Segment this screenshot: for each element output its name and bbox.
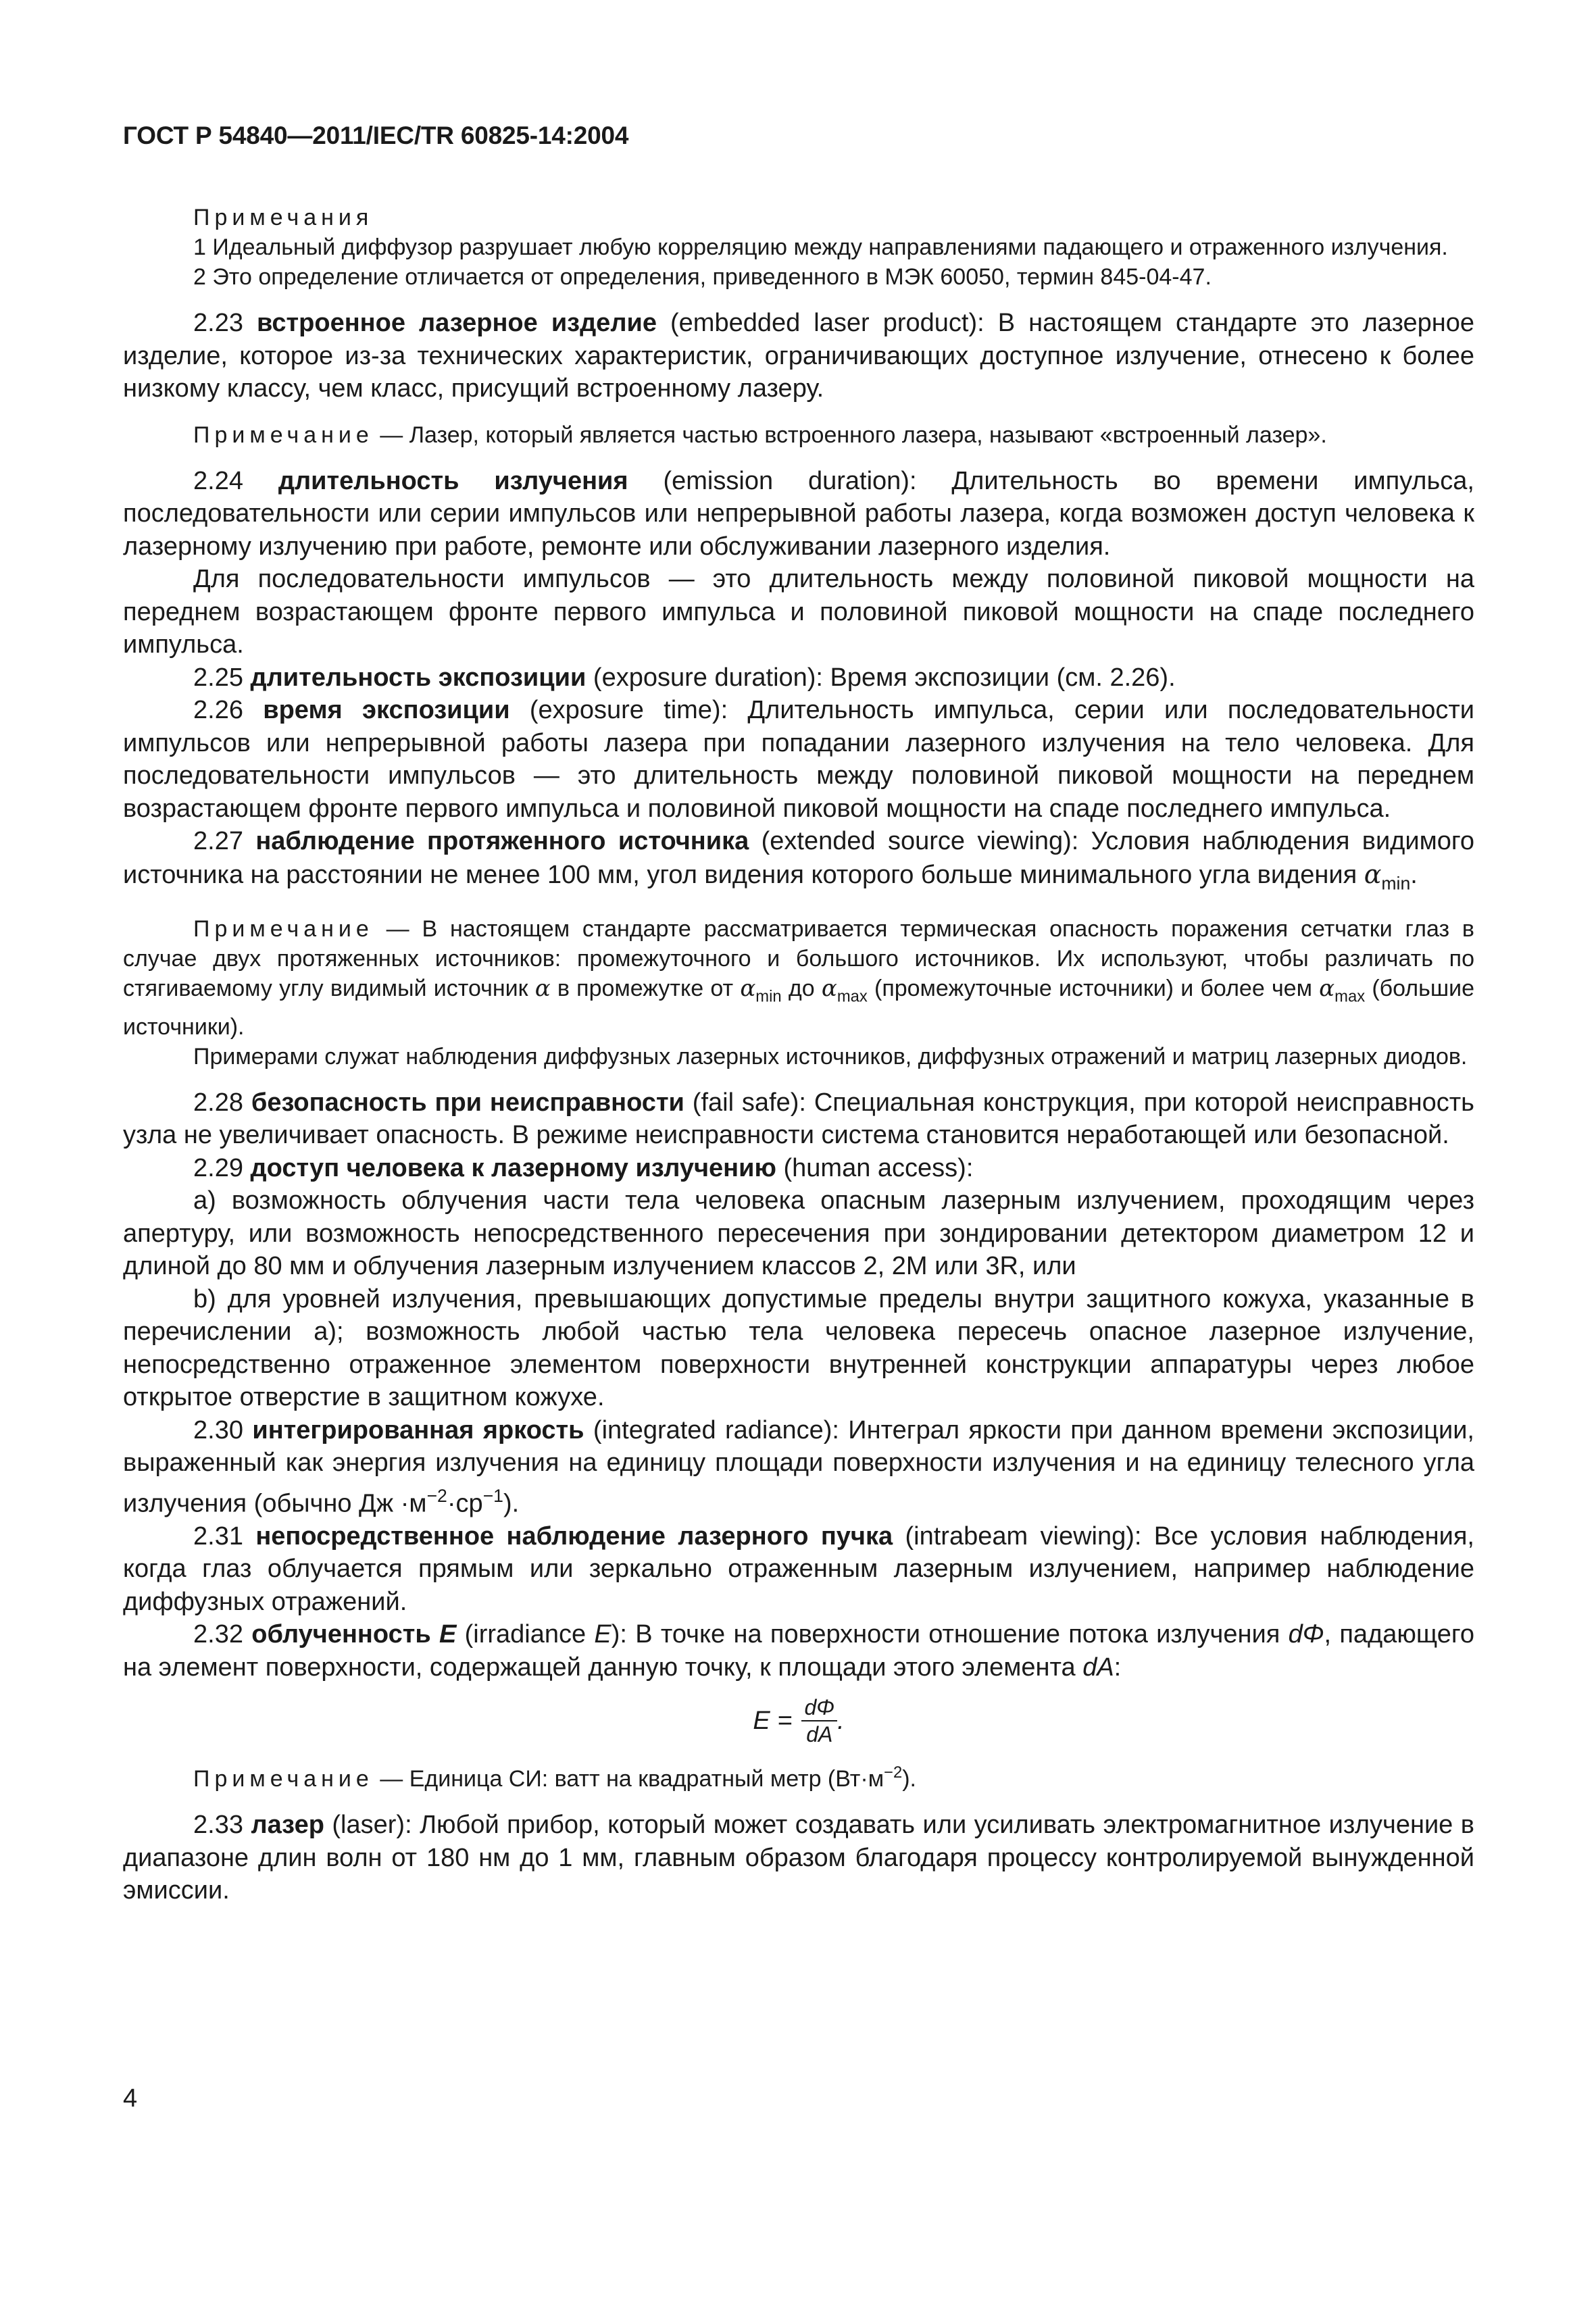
term-end: . <box>1410 860 1418 889</box>
formula-denominator: dA <box>806 1722 833 1747</box>
term-definition: (human access): <box>776 1153 974 1182</box>
term-2-29 <box>123 1152 1474 1185</box>
term-title: облученность <box>251 1620 439 1649</box>
variable-da: dA <box>1082 1653 1114 1682</box>
note-2-27-paragraph-2: Примерами служат наблюдения диффузных лазерных источников, диффузных отражений и матриц лазерных диодов. <box>193 1043 1468 1070</box>
note-label: Примечание <box>193 1766 374 1792</box>
term-number: 2.30 <box>193 1415 253 1444</box>
term-title: длительность экспозиции <box>250 663 587 692</box>
term-definition: (integrated radiance): Интеграл яркости при данном времени экспозиции, выраженный как энергия излучения на единицу площади поверхности излучения и на единицу телесного угла излучения (обычно Дж ·м <box>123 1415 1474 1518</box>
term-title: встроенное лазерное изделие <box>257 309 657 337</box>
note-text: — В настоящем стандарте рассматривается термическая опасность поражения сетчатки глаз в случае двух протяженных источников: промежуточного и большого источников. Их используют, чтобы различать по стягиваемому углу видимый источник <box>123 916 1474 1002</box>
term-definition: (exposure time): Длительность импульса, серии или последовательности импульсов или непрерывной работы лазера при попадании лазерного излучения на тело человека. Для последовательности импульсов — это длительность между половиной пиковой мощности на переднем возрастающем фронте первого импульса и половиной пиковой мощности на спаде последнего импульса. <box>123 696 1474 823</box>
note-text: — Единица СИ: ватт на квадратный метр (Вт·м <box>373 1766 884 1792</box>
note-text: в промежутке от <box>550 976 741 1002</box>
notes-intro <box>123 203 1474 292</box>
term-number: 2.27 <box>193 827 256 855</box>
term-2-29-item-a: a) возможность облучения части тела человека опасным лазерным излучением, проходящим через апертуру, или возможность непосредственного пересечения при зондировании детектором диаметром 12 и длиной до 80 мм и облучения лазерным излучением классов 2, 2M или 3R, или <box>123 1186 1474 1281</box>
term-title: лазер <box>251 1811 324 1840</box>
term-2-25 <box>123 661 1474 695</box>
note-text: до <box>781 976 822 1002</box>
term-definition: ): В точке на поверхности отношение потока излучения <box>611 1620 1289 1649</box>
term-title: интегрированная яркость <box>252 1415 584 1444</box>
superscript: −2 <box>426 1485 447 1506</box>
term-definition: (emission duration): Длительность во времени импульса, последовательности или серии импульсов или непрерывной работы лазера, когда возможен доступ человека к лазерному излучению при работе, ремонте или обслуживании лазерного изделия. <box>123 466 1474 561</box>
term-2-33 <box>123 1809 1474 1907</box>
term-number: 2.25 <box>193 663 251 692</box>
term-title: время экспозиции <box>263 696 510 724</box>
term-2-31 <box>123 1520 1474 1619</box>
note-1: 1 Идеальный диффузор разрушает любую корреляцию между направлениями падающего и отраженного излучения. <box>193 234 1448 260</box>
alpha-symbol: α <box>740 975 756 1003</box>
page-content <box>123 203 1474 1907</box>
note-label: Примечание <box>193 916 374 942</box>
term-number: 2.28 <box>193 1088 251 1117</box>
notes-heading: Примечания <box>193 205 374 230</box>
term-2-27 <box>123 825 1474 899</box>
alpha-symbol: α <box>534 975 551 1003</box>
term-number: 2.32 <box>193 1620 252 1649</box>
term-definition: (laser): Любой прибор, который может создавать или усиливать электромагнитное излучение в диапазоне длин волн от 180 нм до 1 мм, главным образом благодаря процессу контролируемой вынужденной эмиссии. <box>123 1811 1474 1905</box>
term-definition: (exposure duration): Время экспозиции (см. 2.26). <box>586 663 1176 692</box>
subscript-max: max <box>1335 987 1366 1006</box>
term-number: 2.26 <box>193 696 264 724</box>
subscript-min: min <box>1381 872 1411 893</box>
term-definition: (fail safe): Специальная конструкция, при которой неисправность узла не увеличивает опасность. В режиме неисправности система становится неработающей или безопасной. <box>123 1088 1474 1150</box>
term-number: 2.24 <box>193 466 278 495</box>
variable-e: E <box>439 1620 457 1649</box>
formula-end: . <box>837 1707 845 1735</box>
term-number: 2.29 <box>193 1153 251 1182</box>
alpha-symbol: α <box>1364 859 1382 889</box>
formula-numerator: dΦ <box>801 1694 837 1721</box>
term-end: ). <box>503 1489 520 1518</box>
term-2-30 <box>123 1414 1474 1520</box>
irradiance-formula <box>123 1694 1474 1747</box>
term-number: 2.23 <box>193 309 257 337</box>
note-label: Примечание <box>193 422 374 448</box>
term-title: непосредственное наблюдение лазерного пучка <box>255 1521 893 1551</box>
variable-e: E <box>594 1620 612 1649</box>
term-2-24 <box>123 465 1474 563</box>
term-definition: , падающего на элемент поверхности, содержащей данную точку, к площади этого элемента <box>123 1620 1474 1682</box>
superscript: −2 <box>884 1763 903 1782</box>
term-2-29-item-b: b) для уровней излучения, превышающих допустимые пределы внутри защитного кожуха, указанные в перечислении a); возможность любой частью тела человека пересечь опасное лазерное излучение, непосредственно отраженное элементом поверхности внутренней конструкции аппаратуры через любое открытое отверстие в защитном кожухе. <box>123 1284 1474 1412</box>
term-2-32 <box>123 1618 1474 1684</box>
alpha-symbol: α <box>821 975 837 1003</box>
term-title: доступ человека к лазерному излучению <box>250 1153 776 1182</box>
note-2-23 <box>123 420 1474 450</box>
subscript-max: max <box>837 987 868 1006</box>
formula-fraction <box>801 1694 837 1747</box>
superscript: −1 <box>482 1485 503 1506</box>
subscript-min: min <box>755 987 782 1006</box>
note-2: 2 Это определение отличается от определения, приведенного в МЭК 60050, термин 845-04-47. <box>193 264 1212 290</box>
variable-dphi: dΦ <box>1288 1620 1324 1649</box>
term-number: 2.33 <box>193 1811 251 1840</box>
formula-lhs: E = <box>753 1707 793 1735</box>
unit-text: ·ср <box>447 1489 483 1518</box>
term-title: наблюдение протяженного источника <box>255 827 749 855</box>
term-number: 2.31 <box>193 1521 256 1551</box>
page-number: 4 <box>123 2084 138 2113</box>
term-definition: : <box>1114 1653 1122 1682</box>
note-end: ). <box>902 1766 916 1792</box>
term-title: безопасность при неисправности <box>251 1088 684 1117</box>
note-text: (большие источники). <box>123 976 1475 1040</box>
note-2-32 <box>123 1758 1474 1794</box>
term-2-28 <box>123 1086 1474 1152</box>
document-header: ГОСТ Р 54840—2011/IEC/TR 60825-14:2004 <box>123 122 629 149</box>
term-2-23 <box>123 307 1474 405</box>
term-definition: (extended source viewing): Условия наблюдения видимого источника на расстоянии не менее 100 мм, угол видения которого больше минимального угла видения <box>123 827 1474 889</box>
term-2-26 <box>123 694 1474 825</box>
alpha-symbol: α <box>1319 975 1335 1003</box>
note-text: — Лазер, который является частью встроенного лазера, называют «встроенный лазер». <box>373 422 1327 448</box>
term-title: длительность излучения <box>278 466 628 495</box>
note-text: (промежуточные источники) и более чем <box>867 976 1320 1002</box>
note-2-27 <box>123 914 1474 1071</box>
term-definition: (embedded laser product): В настоящем стандарте это лазерное изделие, которое из-за технических характеристик, ограничивающих доступное излучение, отнесено к более низкому классу, чем класс, присущий встроенному лазеру. <box>123 309 1474 403</box>
term-2-24-paragraph-2: Для последовательности импульсов — это длительность между половиной пиковой мощности на переднем возрастающем фронте первого импульса и половиной пиковой мощности на спаде последнего импульса. <box>123 565 1474 659</box>
term-definition: (irradiance <box>456 1620 595 1649</box>
term-definition: (intrabeam viewing): Все условия наблюдения, когда глаз облучается прямым или зеркально отраженным лазерным излучением, например наблюдение диффузных отражений. <box>123 1521 1474 1616</box>
